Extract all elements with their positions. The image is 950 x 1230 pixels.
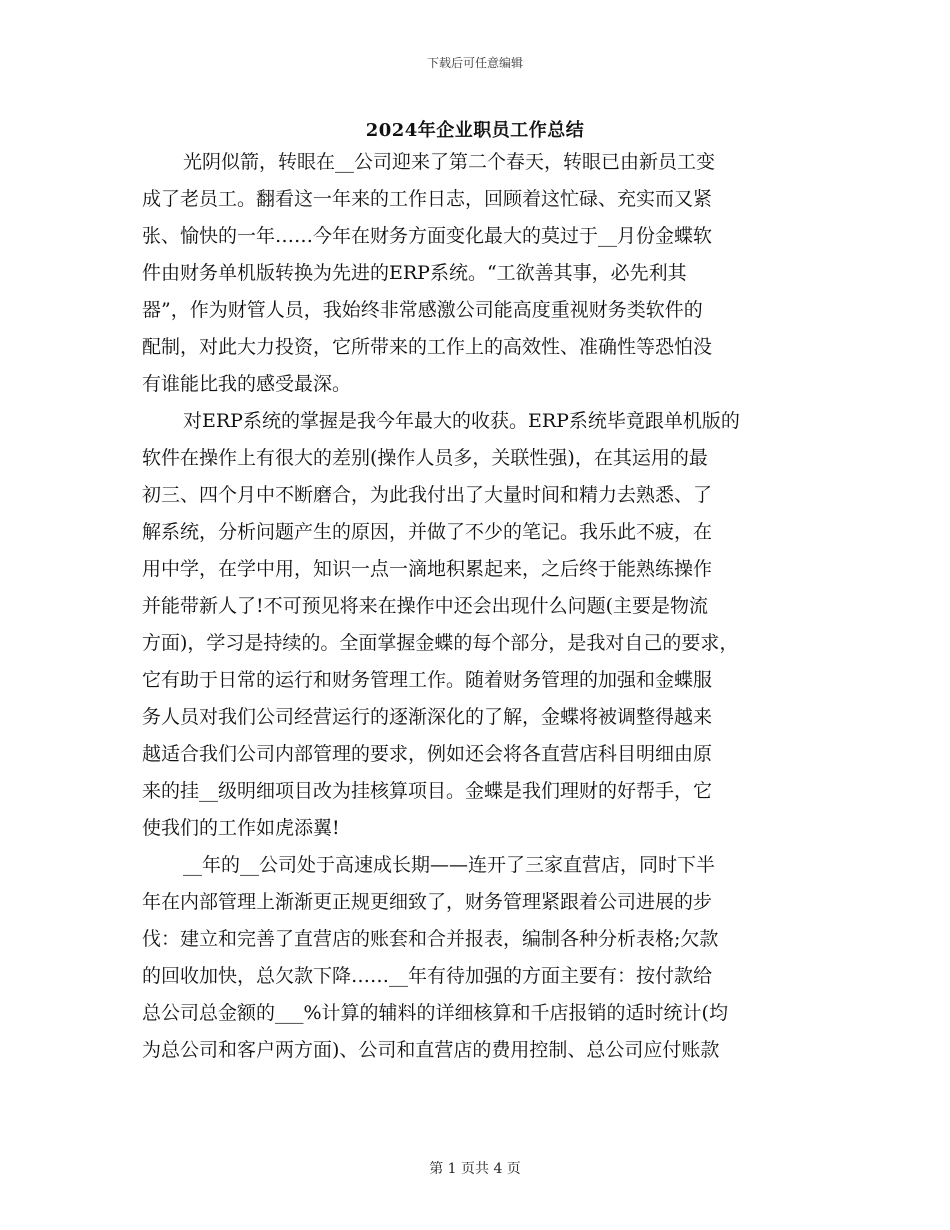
body-line: 件由财务单机版转换为先进的ERP系统。“工欲善其事，必先利其: [142, 262, 687, 284]
body-line: 年在内部管理上渐渐更正规更细致了，财务管理紧跟着公司进展的步: [142, 891, 713, 913]
body-line: 它有助于日常的运行和财务管理工作。随着财务管理的加强和金蝶服: [142, 669, 713, 691]
body-line: 总公司总金额的___%计算的辅料的详细核算和千店报销的适时统计(均: [142, 1002, 728, 1024]
body-line: __年的__公司处于高速成长期——连开了三家直营店，同时下半: [183, 854, 716, 876]
body-line: 来的挂__级明细项目改为挂核算项目。金蝶是我们理财的好帮手，它: [142, 780, 713, 802]
body-line: 伐：建立和完善了直营店的账套和合并报表，编制各种分析表格;欠款: [142, 928, 719, 950]
body-line: 并能带新人了!不可预见将来在操作中还会出现什么问题(主要是物流: [142, 595, 709, 617]
body-line: 对ERP系统的掌握是我今年最大的收获。ERP系统毕竟跟单机版的: [183, 410, 740, 432]
body-line: 使我们的工作如虎添翼!: [142, 817, 340, 839]
body-line: 器”，作为财管人员，我始终非常感激公司能高度重视财务类软件的: [142, 299, 703, 321]
body-line: 务人员对我们公司经营运行的逐渐深化的了解，金蝶将被调整得越来: [142, 706, 713, 728]
body-line: 方面)，学习是持续的。全面掌握金蝶的每个部分，是我对自己的要求，: [142, 632, 739, 654]
body-line: 张、愉快的一年……今年在财务方面变化最大的莫过于__月份金蝶软: [142, 225, 713, 247]
body-line: 成了老员工。翻看这一年来的工作日志，回顾着这忙碌、充实而又紧: [142, 188, 713, 210]
body-line: 初三、四个月中不断磨合，为此我付出了大量时间和精力去熟悉、了: [142, 484, 713, 506]
page-footer: 第 1 页共 4 页: [429, 1161, 521, 1177]
page-header: 下载后可任意编辑: [426, 56, 523, 70]
body-line: 解系统，分析问题产生的原因，并做了不少的笔记。我乐此不疲，在: [142, 521, 713, 543]
body-line: 有谁能比我的感受最深。: [142, 373, 352, 395]
body-line: 为总公司和客户两方面)、公司和直营店的费用控制、总公司应付账款: [142, 1039, 720, 1061]
body-line: 越适合我们公司内部管理的要求，例如还会将各直营店科目明细由原: [142, 743, 713, 765]
body-line: 光阴似箭，转眼在__公司迎来了第二个春天，转眼已由新员工变: [183, 151, 716, 173]
body-line: 的回收加快，总欠款下降……__年有待加强的方面主要有：按付款给: [142, 965, 713, 987]
body-line: 配制，对此大力投资，它所带来的工作上的高效性、准确性等恐怕没: [142, 336, 713, 358]
body-line: 软件在操作上有很大的差别(操作人员多，关联性强)，在其运用的最: [142, 447, 708, 469]
document-title: 2024年企业职员工作总结: [365, 120, 585, 141]
body-line: 用中学，在学中用，知识一点一滴地积累起来，之后终于能熟练操作: [142, 558, 713, 580]
